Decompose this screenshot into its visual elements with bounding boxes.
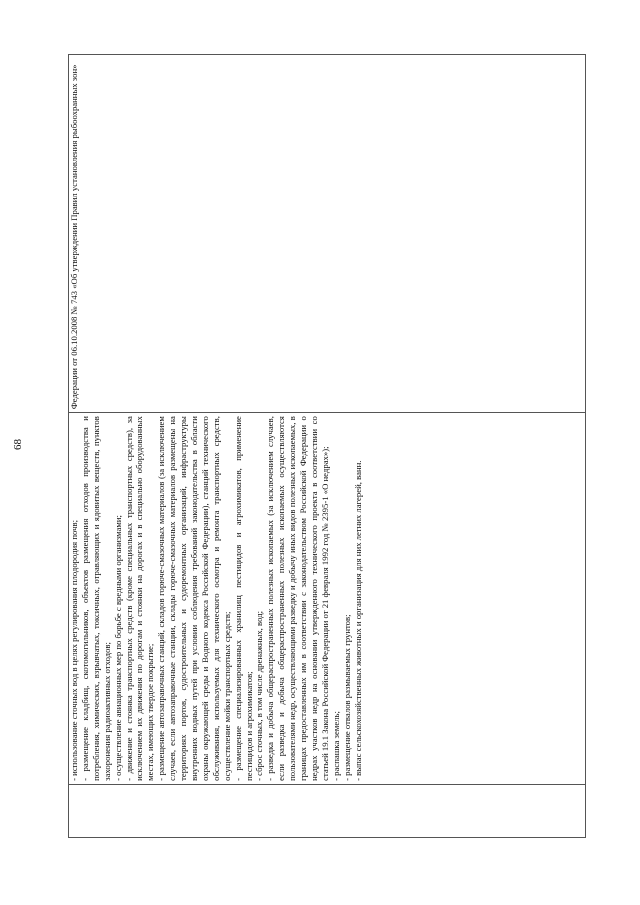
basis-cell	[69, 55, 586, 413]
legal-basis-text: Федерации от 06.10.2008 № 743 «Об утверждении Правил установления рыбоохранных зон»	[69, 64, 79, 410]
list-item: - сброс сточных, в том числе дренажных, вод;	[254, 611, 265, 781]
rotated-page	[68, 54, 586, 838]
table-row	[69, 55, 586, 838]
list-item: - размещение кладбищ, скотомогильников, объектов размещения отходов производства и потребления, химических, взрывчатых, токсичных, отравляющих и ядовитых веществ, пунктов захоронения радиоактивных отходов;	[79, 416, 112, 781]
list-item: - размещение отвалов размываемых грунтов;	[341, 614, 352, 781]
list-item: - размещение специализированных хранилищ пестицидов и агрохимикатов, применение пестицидов и агрохимикатов;	[232, 416, 254, 781]
table-cell-empty	[69, 784, 586, 837]
list-item: - использование сточных вод в целях регулирования плодородия почв;	[69, 519, 79, 781]
list-item: - разведка и добыча общераспространенных полезных ископаемых (за исключением случаев, если разведка и добыча общераспространенных полезных ископаемых осуществляются пользователями недр, осуществляющими разведку и добычу иных видов полезных ископаемых, в границах предоставленных им в соответствии с законодательством Российской Федерации о недрах участков недр на основании утвержденного технического проекта в соответствии со статьей 19.1 Закона Российской Федерации от 21 февраля 1992 год № 2395-1 «О недрах»);	[265, 416, 330, 781]
list-item: - выпас сельскохозяйственных животных и организация для них летних лагерей, ванн.	[352, 460, 363, 781]
list-item: - распашка земель;	[330, 711, 341, 781]
list-item: - движение и стоянка транспортных средств (кроме специальных транспортных средств), за исключением их движения по дорогам и стоянки на дорогах и в специально оборудованных местах, имеющих твердое покрытие;	[123, 416, 156, 781]
list-item: - размещение автозаправочных станций, складов горюче-смазочных материалов (за исключением случаев, если автозаправочные станции, склады горюче-смазочных материалов размещены на территориях портов, судостроительных и судоремонтных организаций, инфраструктуры внутренних водных путей при условии соблюдения требований законодательства в области охраны окружающей среды и Водного кодекса Российской Федерации), станций технического обслуживания, используемых для технического осмотра и ремонта транспортных средств, осуществление мойки транспортных средств;	[156, 416, 232, 781]
page-number: 68	[12, 439, 24, 450]
list-item: - осуществление авиационных мер по борьбе с вредными организмами;	[112, 515, 123, 781]
document-table	[68, 54, 586, 838]
restrictions-cell	[69, 413, 586, 785]
